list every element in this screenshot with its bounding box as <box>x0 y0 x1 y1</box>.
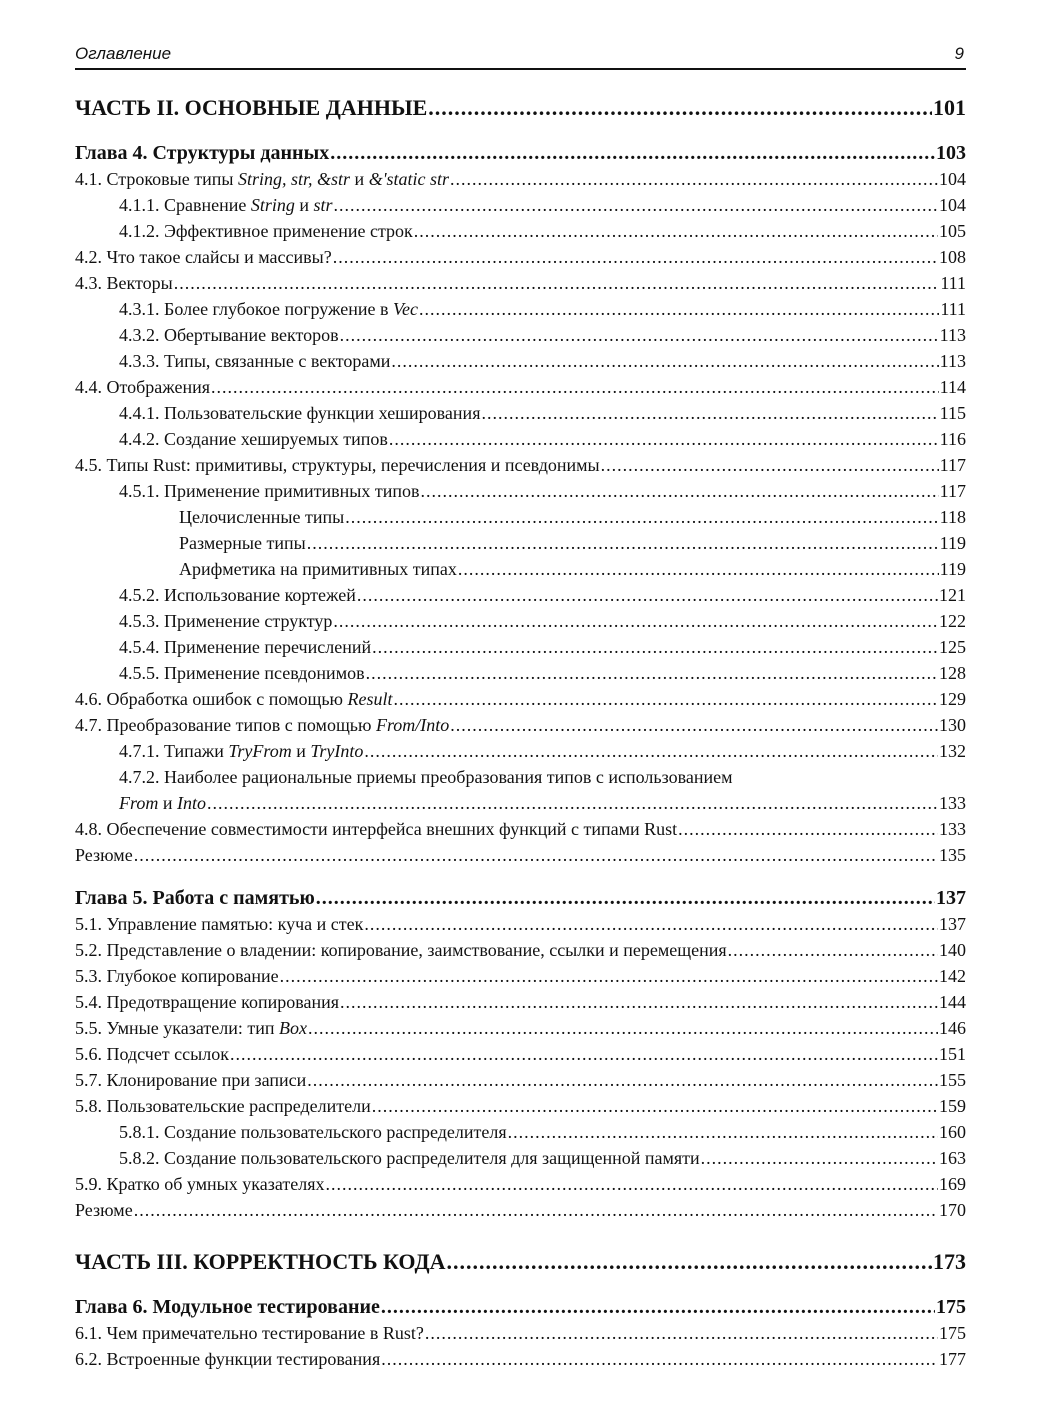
toc-entry-title: 4.8. Обеспечение совместимости интерфейса внешних функций с типами Rust <box>75 819 678 839</box>
toc-entry[interactable] <box>75 166 966 192</box>
toc-entry-page: 169 <box>939 1174 966 1194</box>
toc-entry[interactable] <box>75 400 966 426</box>
leader-dots <box>340 322 939 348</box>
toc-entry-title: 4.1.1. Сравнение String и str <box>119 195 333 215</box>
toc-entry-title: 4.6. Обработка ошибок с помощью Result <box>75 689 393 709</box>
toc-entry-page: 160 <box>939 1122 966 1142</box>
toc-entry-title: 5.4. Предотвращение копирования <box>75 992 340 1012</box>
toc-entry-page: 125 <box>939 637 966 657</box>
toc-entry[interactable] <box>75 712 966 738</box>
toc-entry-title: 4.5.4. Применение перечислений <box>119 637 372 657</box>
toc-entry[interactable] <box>75 1320 966 1346</box>
toc-entry[interactable] <box>75 1145 966 1171</box>
leader-dots <box>393 686 938 712</box>
toc-entry-page: 104 <box>939 195 966 215</box>
leader-dots <box>389 426 939 452</box>
leader-dots <box>419 296 939 322</box>
toc-entry-page: 151 <box>939 1044 966 1064</box>
toc-entry-title: 4.5. Типы Rust: примитивы, структуры, перечисления и псевдонимы <box>75 455 600 475</box>
toc-part-2[interactable] <box>75 93 966 123</box>
toc-entry-title: Арифметика на примитивных типах <box>179 559 457 579</box>
toc-entry-title: Глава 4. Структуры данных <box>75 142 330 164</box>
leader-dots <box>307 1067 938 1093</box>
leader-dots <box>601 452 939 478</box>
toc-entry[interactable] <box>75 660 966 686</box>
toc-entry-page: 115 <box>939 403 966 423</box>
toc-entry-title: 4.5.2. Использование кортежей <box>119 585 356 605</box>
toc-entry-continuation[interactable] <box>75 790 966 816</box>
leader-dots <box>230 1041 938 1067</box>
toc-entry[interactable] <box>75 1067 966 1093</box>
leader-dots <box>728 937 938 963</box>
toc-entry-title: Глава 5. Работа с памятью <box>75 887 315 909</box>
toc-entry[interactable] <box>75 963 966 989</box>
toc-entry-title: 4.3.3. Типы, связанные с векторами <box>119 351 391 371</box>
toc-entry[interactable] <box>75 989 966 1015</box>
leader-dots <box>450 166 938 192</box>
toc-entry-page: 128 <box>939 663 966 683</box>
toc-entry-page: 111 <box>940 273 966 293</box>
leader-dots <box>425 1320 938 1346</box>
toc-chapter-6[interactable] <box>75 1294 966 1320</box>
toc-entry-page: 137 <box>936 887 966 909</box>
toc-entry-title: 4.5.5. Применение псевдонимов <box>119 663 365 683</box>
leader-dots <box>134 1197 938 1223</box>
toc-entry-page: 122 <box>939 611 966 631</box>
leader-dots <box>280 963 938 989</box>
toc-entry-title: 5.2. Представление о владении: копирование, заимствование, ссылки и перемещения <box>75 940 727 960</box>
toc-entry[interactable] <box>75 530 966 556</box>
toc-entry-title: 4.1. Строковые типы String, str, &str и &'static str <box>75 169 450 189</box>
toc-entry-title: 4.2. Что такое слайсы и массивы? <box>75 247 332 267</box>
toc-entry-title: Целочисленные типы <box>179 507 345 527</box>
toc-entry-title: 4.1.2. Эффективное применение строк <box>119 221 413 241</box>
leader-dots <box>391 348 938 374</box>
toc-entry-page: 132 <box>939 741 966 761</box>
toc-entry-title: 4.3. Векторы <box>75 273 173 293</box>
leader-dots <box>207 790 938 816</box>
toc-entry-title: Размерные типы <box>179 533 306 553</box>
toc-entry-first-line[interactable] <box>75 764 966 790</box>
toc-chapter-4[interactable] <box>75 140 966 166</box>
toc-entry-page: 159 <box>939 1096 966 1116</box>
toc-entry-page: 140 <box>939 940 966 960</box>
leader-dots <box>372 634 938 660</box>
toc-entry[interactable] <box>75 816 966 842</box>
toc-entry-page: 119 <box>939 533 966 553</box>
toc-entry[interactable] <box>75 738 966 764</box>
toc-entry-title: ЧАСТЬ II. ОСНОВНЫЕ ДАННЫЕ <box>75 95 428 120</box>
toc-entry-page: 129 <box>939 689 966 709</box>
toc-entry[interactable] <box>75 478 966 504</box>
toc-entry-page: 142 <box>939 966 966 986</box>
toc-entry[interactable] <box>75 504 966 530</box>
toc-entry-page: 105 <box>939 221 966 241</box>
leader-dots <box>450 712 938 738</box>
toc-entry[interactable] <box>75 608 966 634</box>
toc-entry-page: 117 <box>939 455 966 475</box>
toc-entry[interactable] <box>75 582 966 608</box>
toc-entry-page: 104 <box>939 169 966 189</box>
toc-entry-page: 135 <box>939 845 966 865</box>
leader-dots <box>308 1015 938 1041</box>
toc-entry-title: Резюме <box>75 1200 133 1220</box>
leader-dots <box>333 608 938 634</box>
leader-dots <box>345 504 938 530</box>
toc-entry[interactable] <box>75 192 966 218</box>
leader-dots <box>414 218 938 244</box>
leader-dots <box>330 140 935 166</box>
toc-entry-title: 5.9. Кратко об умных указателях <box>75 1174 325 1194</box>
toc-entry-title: 5.7. Клонирование при записи <box>75 1070 307 1090</box>
toc-entry-page: 113 <box>939 325 966 345</box>
toc-entry[interactable] <box>75 1093 966 1119</box>
toc-entry-page: 175 <box>936 1296 966 1318</box>
leader-dots <box>211 374 939 400</box>
toc-entry-title: 4.4.1. Пользовательские функции хеширования <box>119 403 481 423</box>
toc-entry-page: 117 <box>939 481 966 501</box>
toc-entry-page: 116 <box>939 429 966 449</box>
toc-entry-title: 5.8.1. Создание пользовательского распределителя <box>119 1122 507 1142</box>
leader-dots <box>381 1294 935 1320</box>
toc-entry-page: 146 <box>939 1018 966 1038</box>
toc-entry-page: 118 <box>939 507 966 527</box>
leader-dots <box>364 911 938 937</box>
toc-entry-title: 4.7.1. Типажи TryFrom и TryInto <box>119 741 364 761</box>
toc-entry-title: 4.7.2. Наиболее рациональные приемы преобразования типов с использованием <box>119 767 733 787</box>
toc-entry-title: 6.2. Встроенные функции тестирования <box>75 1349 381 1369</box>
leader-dots <box>446 1247 932 1277</box>
leader-dots <box>333 244 938 270</box>
toc-entry[interactable] <box>75 911 966 937</box>
leader-dots <box>307 530 939 556</box>
leader-dots <box>334 192 938 218</box>
toc-entry[interactable] <box>75 270 966 296</box>
toc-entry-title: 4.7. Преобразование типов с помощью From/Into <box>75 715 450 735</box>
toc-entry-title: 5.5. Умные указатели: тип Box <box>75 1018 307 1038</box>
toc-entry-page: 177 <box>939 1349 966 1369</box>
leader-dots <box>678 816 938 842</box>
leader-dots <box>366 660 938 686</box>
running-head-title: Оглавление <box>75 44 172 63</box>
toc-entry-title: 5.8.2. Создание пользовательского распределителя для защищенной памяти <box>119 1148 700 1168</box>
toc-entry-title: 5.8. Пользовательские распределители <box>75 1096 371 1116</box>
leader-dots <box>316 885 935 911</box>
toc-entry[interactable] <box>75 426 966 452</box>
leader-dots <box>174 270 940 296</box>
toc-entry-page: 111 <box>940 299 966 319</box>
toc-entry[interactable] <box>75 244 966 270</box>
toc-entry-page: 173 <box>933 1249 966 1274</box>
toc-entry[interactable] <box>75 218 966 244</box>
toc-entry-title: ЧАСТЬ III. КОРРЕКТНОСТЬ КОДА <box>75 1249 446 1274</box>
toc-entry-title: 4.5.1. Применение примитивных типов <box>119 481 420 501</box>
leader-dots <box>325 1171 938 1197</box>
leader-dots <box>701 1145 938 1171</box>
toc-entry-page: 130 <box>939 715 966 735</box>
toc-entry[interactable] <box>75 1015 966 1041</box>
toc-entry-title: 4.3.2. Обертывание векторов <box>119 325 339 345</box>
toc-entry[interactable] <box>75 1119 966 1145</box>
toc-entry[interactable] <box>75 322 966 348</box>
toc-entry-title: 4.5.3. Применение структур <box>119 611 333 631</box>
running-head <box>75 42 966 70</box>
toc-entry-page: 113 <box>939 351 966 371</box>
toc-entry-page: 133 <box>939 793 966 813</box>
leader-dots <box>508 1119 938 1145</box>
toc-entry-title: 6.1. Чем примечательно тестирование в Rust? <box>75 1323 424 1343</box>
toc-entry[interactable] <box>75 348 966 374</box>
toc-entry-page: 103 <box>936 142 966 164</box>
toc-entry[interactable] <box>75 937 966 963</box>
toc-entry-title: 5.6. Подсчет ссылок <box>75 1044 229 1064</box>
toc-entry-page: 108 <box>939 247 966 267</box>
toc-entry-title: 5.1. Управление памятью: куча и стек <box>75 914 364 934</box>
toc-entry-page: 101 <box>933 95 966 120</box>
toc-entry-page: 155 <box>939 1070 966 1090</box>
toc-entry[interactable] <box>75 686 966 712</box>
toc-entry-title: 4.4. Отображения <box>75 377 211 397</box>
leader-dots <box>134 842 938 868</box>
leader-dots <box>340 989 938 1015</box>
running-head-page-number: 9 <box>954 44 964 63</box>
leader-dots <box>381 1346 938 1372</box>
leader-dots <box>421 478 939 504</box>
toc-entry-page: 121 <box>939 585 966 605</box>
toc-entry-page: 175 <box>939 1323 966 1343</box>
toc-entry-title: 5.3. Глубокое копирование <box>75 966 279 986</box>
toc-entry[interactable] <box>75 556 966 582</box>
toc-entry[interactable] <box>75 374 966 400</box>
toc-entry-title: From и Into <box>119 793 206 813</box>
toc-entry[interactable] <box>75 1346 966 1372</box>
toc-entry[interactable] <box>75 296 966 322</box>
toc-entry-title: 4.4.2. Создание хешируемых типов <box>119 429 388 449</box>
table-of-contents <box>75 88 966 1372</box>
toc-entry[interactable] <box>75 1197 966 1223</box>
toc-entry[interactable] <box>75 452 966 478</box>
leader-dots <box>428 93 932 123</box>
toc-entry[interactable] <box>75 1041 966 1067</box>
leader-dots <box>481 400 938 426</box>
leader-dots <box>458 556 939 582</box>
toc-entry-page: 133 <box>939 819 966 839</box>
leader-dots <box>372 1093 938 1119</box>
toc-entry-title: Резюме <box>75 845 133 865</box>
toc-entry-page: 119 <box>939 559 966 579</box>
toc-entry-page: 114 <box>939 377 966 397</box>
toc-entry-page: 144 <box>939 992 966 1012</box>
toc-entry-title: 4.3.1. Более глубокое погружение в Vec <box>119 299 418 319</box>
toc-entry[interactable] <box>75 1171 966 1197</box>
toc-part-3[interactable] <box>75 1247 966 1277</box>
leader-dots <box>364 738 938 764</box>
toc-entry-page: 137 <box>939 914 966 934</box>
toc-entry-title: Глава 6. Модульное тестирование <box>75 1296 380 1318</box>
leader-dots <box>357 582 938 608</box>
toc-entry-page: 170 <box>939 1200 966 1220</box>
toc-entry[interactable] <box>75 842 966 868</box>
toc-chapter-5[interactable] <box>75 885 966 911</box>
toc-entry-page: 163 <box>939 1148 966 1168</box>
toc-entry[interactable] <box>75 634 966 660</box>
